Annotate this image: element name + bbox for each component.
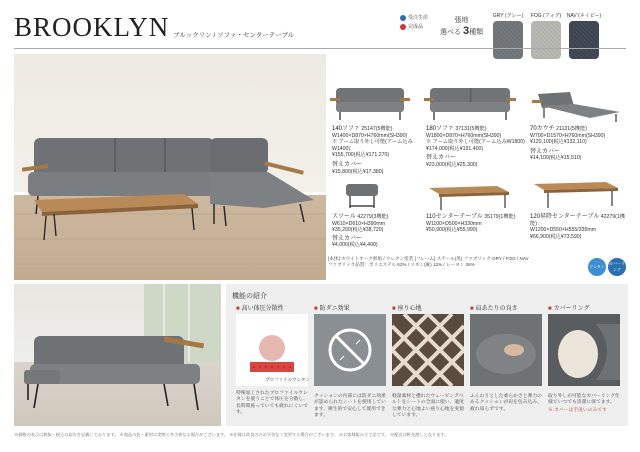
color-choice-label: 張地 選べる 3種類	[440, 17, 484, 37]
page-subtitle: ブルックリン / ソファ・センターテーブル	[173, 32, 295, 39]
removable-cover-icon	[548, 314, 620, 386]
product-70-couch: 70カウチ 21131(5機能) W700×D1570×H760mm(SH390) ¥120,100(税込¥132,110) 替えカバー ¥14,100(税込¥15,510)	[530, 126, 606, 162]
square-bullet-icon: ■	[470, 306, 474, 312]
legend-item: 完成品	[400, 23, 428, 32]
feature-shoulder: ■ 肩あたりの良さ ふんわりとした柔らかさと弾力のあるクッションが肩を包み込み、疲れ知らずです。	[470, 306, 543, 412]
product-stool: スツール 42279(3機能) W610×D610×H390mm ¥35,200(税込¥38,720) 替えカバー ¥4,000(税込¥4,400)	[332, 214, 389, 249]
square-bullet-icon: ■	[392, 306, 396, 312]
urethane-badge: ウレタン	[588, 258, 606, 276]
swatch-gry[interactable]: GRY (グレー)	[490, 12, 526, 57]
swatch-fog[interactable]: FOG (フォグ)	[528, 12, 564, 57]
feature-pressure: ■ 高い体圧分散性 プロファイルウレタン 特殊加工されたプロファイルウレタンを使うことで体圧を分散し、長時間座っていても疲れにくいです。	[236, 306, 310, 416]
feature-covering: ■ カバーリング 取り外しが可能なカバーリング仕様でいつでも清潔に保てます。 ※ カバーは手洗いのみです	[548, 306, 620, 413]
sofa-180-image	[424, 84, 516, 124]
sofa-140-image	[330, 84, 410, 124]
lifestyle-illustration	[14, 284, 221, 426]
legend	[400, 14, 428, 32]
stool-image	[344, 182, 380, 212]
circle-icon	[400, 24, 406, 30]
sofa-illustration	[14, 54, 326, 280]
cushion-press-icon	[470, 314, 542, 386]
swatch-nav[interactable]: NAV (ネイビー)	[566, 12, 602, 57]
features-heading: 機能の紹介	[232, 293, 267, 300]
fabric-swatch	[493, 21, 523, 59]
product-120-lift-table: 120昇降センターテーブル 42279(1機能) W1200×D550×H555/335mm ¥66,900(税込¥73,590)	[530, 214, 625, 240]
circle-icon	[400, 15, 406, 21]
couch-70-image	[530, 88, 622, 124]
center-table-110-image	[425, 184, 511, 214]
header-divider	[14, 48, 626, 49]
page-title: BROOKLYN	[14, 12, 170, 42]
fabric-spec: [本体] ホワイトオーク無垢 / ウレタン塗装 [フレーム] スチール(黒) ファブリック GRY / FOG / NAV ファブリック品質：ポリエステル 62% / リネン(麻) 12% / レーヨン 26%	[328, 256, 529, 268]
product-180-sofa: 180ソファ 37131(5機能) W1800×D870×H760mm(SH390) ※ アーム取り外し可能(アーム込みW1800) ¥174,000(税込¥191,400) 替えカバー ¥23,000(税込¥25,300)	[426, 126, 525, 168]
fabric-swatch	[569, 21, 599, 59]
anti-mite-icon	[314, 314, 386, 386]
footnote: ※価格の表示は税抜・税込の両方を記載しております。 ※商品の色・素材は実物と多少異なる場合がございます。 ※仕様は改良のため予告なく変更する場合がございます。 ※お客様組み立て品です。 ※配送は軒先渡しとなります。	[14, 432, 449, 437]
webbing-belt-icon	[392, 314, 464, 386]
square-bullet-icon: ■	[236, 306, 240, 312]
legend-item: 受注生産	[400, 14, 428, 23]
product-110-center-table: 110センターテーブル 35179(1機能) W1100×D500×H330mm ¥50,900(税込¥55,990)	[426, 214, 516, 234]
fabric-swatch	[531, 21, 561, 59]
lift-table-120-image	[530, 178, 622, 214]
cushion-cross-section-icon	[236, 314, 308, 386]
square-bullet-icon: ■	[548, 306, 552, 312]
square-bullet-icon: ■	[314, 306, 318, 312]
feature-comfort: ■ 座り心地 軽量素材と優れたウェービングベルトをシートの全面に使い、適度な弾力と心地よい座り心地を実現しています。	[392, 306, 464, 419]
product-140-sofa: 140ソファ 25147(5機能) W1400×D870×H760mm(SH390) ※ アーム取り外し可能(アーム込みW1400) ¥155,700(税込¥171,270) 替えカバー ¥15,800(税込¥17,380)	[332, 126, 413, 175]
covering-badge: カバーリング	[608, 258, 626, 276]
main-product-photo	[14, 54, 326, 280]
feature-anti-mite: ■ 防ダニ効果 クッションの内部には防ダニ効果が認められたシートを使用しています。衛生的で安心して使用できます。	[314, 306, 386, 419]
lifestyle-photo	[14, 284, 221, 426]
